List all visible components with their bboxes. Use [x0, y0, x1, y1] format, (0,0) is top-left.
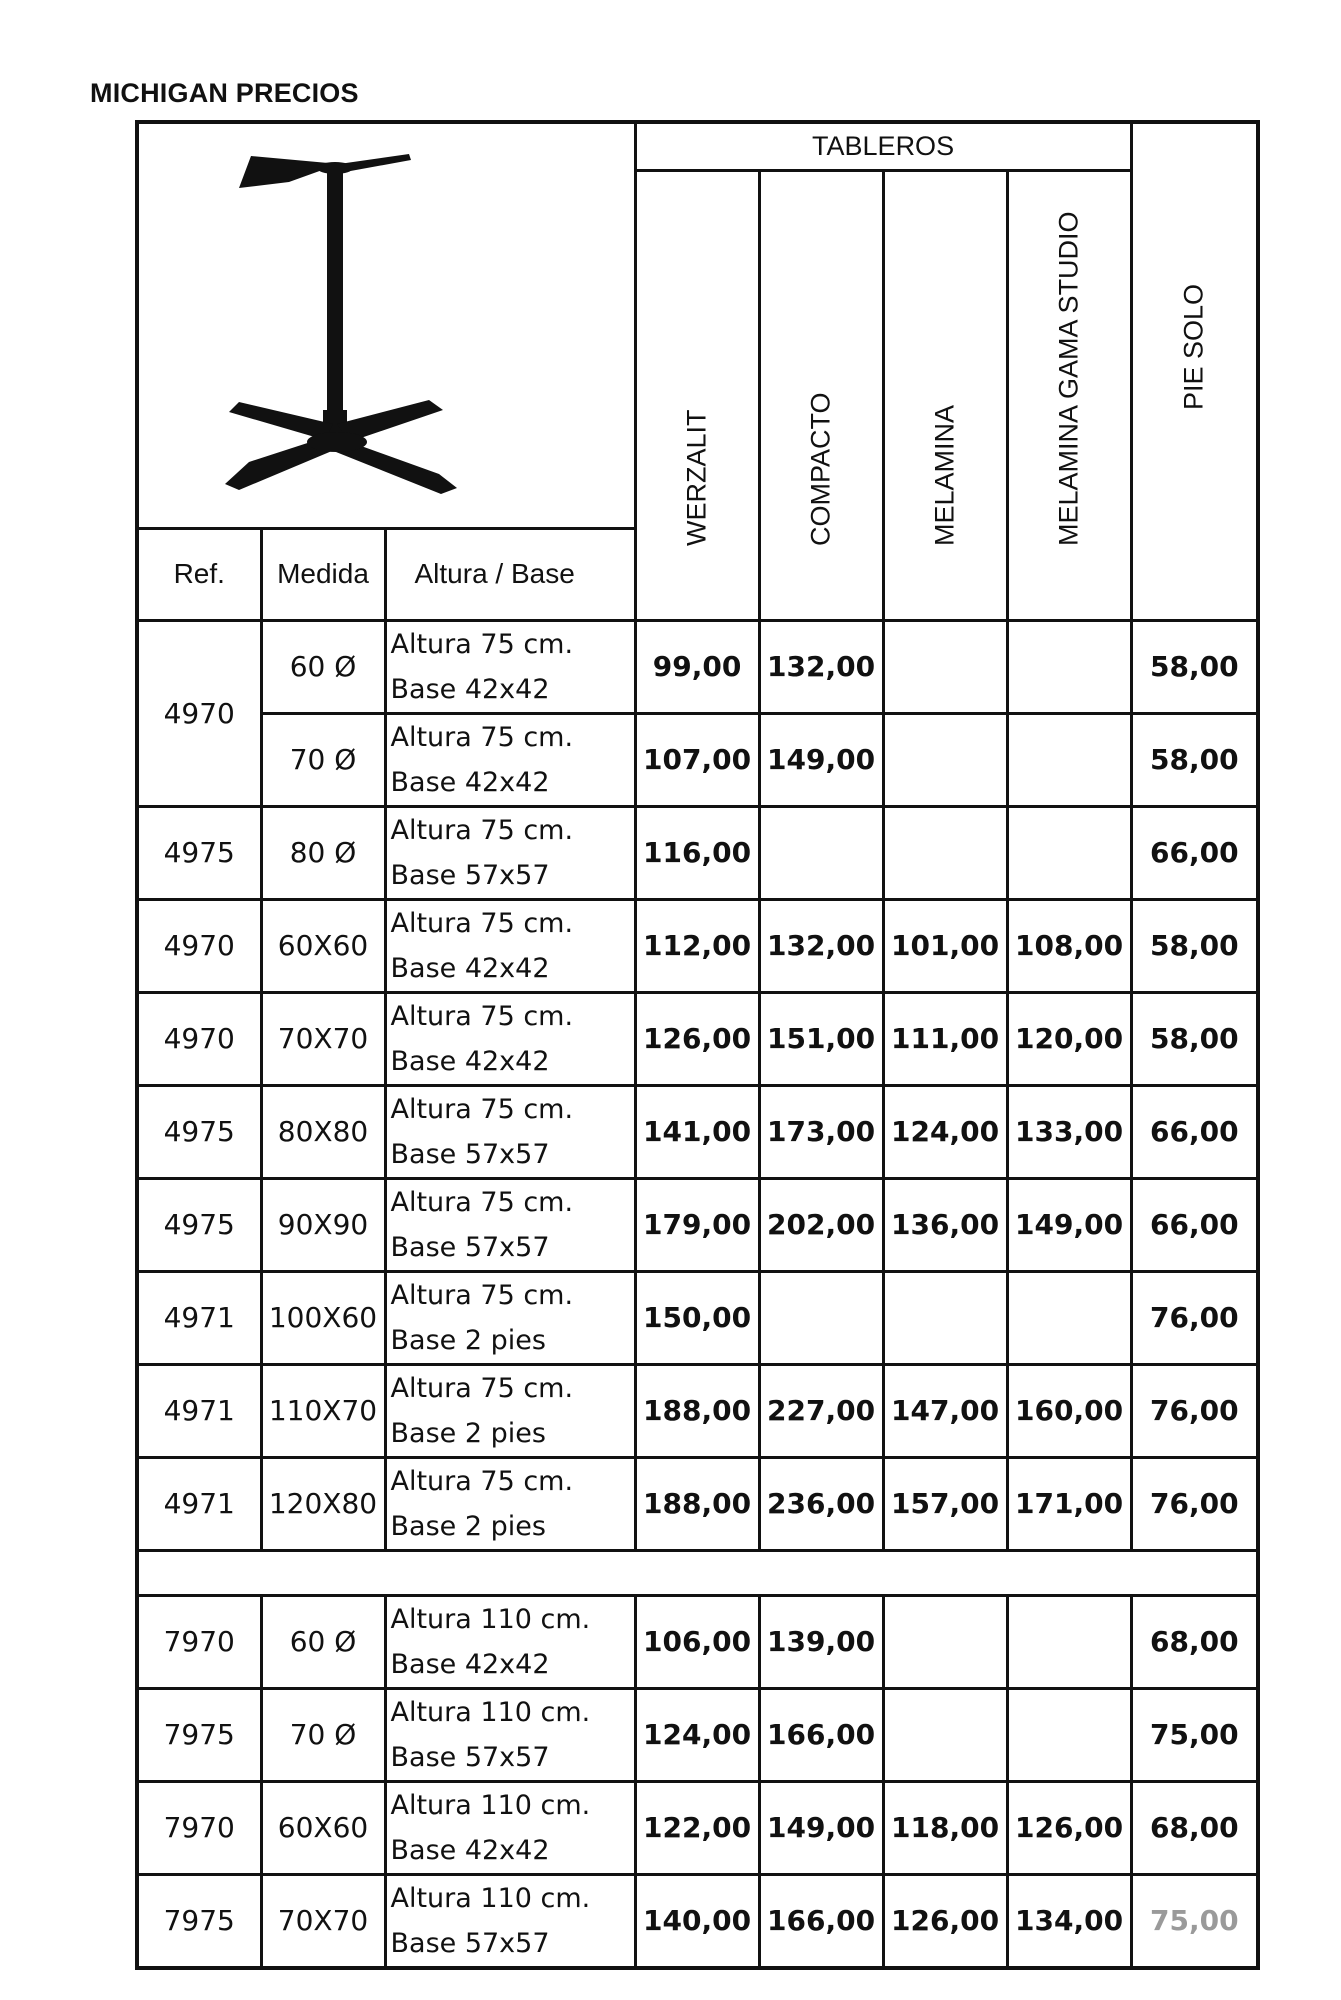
medida-cell: 70X70	[261, 992, 385, 1085]
altura-base-cell	[385, 1595, 635, 1688]
price-pie-solo: 66,00	[1131, 1178, 1258, 1271]
price-compacto: 151,00	[759, 992, 883, 1085]
price-pie-solo: 66,00	[1131, 1085, 1258, 1178]
table-row	[137, 713, 1258, 806]
medida-cell: 60X60	[261, 1781, 385, 1874]
price-compacto: 166,00	[759, 1874, 883, 1968]
table-base-icon	[139, 124, 635, 528]
price-compacto: 236,00	[759, 1457, 883, 1550]
ref-cell: 7975	[137, 1874, 261, 1968]
price-studio	[1007, 806, 1131, 899]
base-text: Base 2 pies	[390, 1510, 546, 1542]
col-header-medida: Medida	[261, 528, 385, 620]
price-melamina: 126,00	[883, 1874, 1007, 1968]
altura-text: Altura 75 cm.	[390, 628, 574, 660]
table-row	[137, 1595, 1258, 1688]
base-text: Base 42x42	[390, 1834, 550, 1866]
ref-cell: 4971	[137, 1271, 261, 1364]
group2-rows	[137, 1595, 1258, 1968]
medida-cell: 120X80	[261, 1457, 385, 1550]
table-row	[137, 1688, 1258, 1781]
base-text: Base 42x42	[390, 1045, 550, 1077]
altura-text: Altura 75 cm.	[390, 1372, 574, 1404]
base-text: Base 57x57	[390, 1231, 550, 1263]
ref-cell: 4970	[137, 899, 261, 992]
ref-cell: 7975	[137, 1688, 261, 1781]
price-pie-solo: 76,00	[1131, 1457, 1258, 1550]
product-image-cell	[137, 122, 635, 528]
col-header-melamina: MELAMINA	[883, 170, 1007, 620]
price-studio	[1007, 620, 1131, 713]
base-text: Base 57x57	[390, 1138, 550, 1170]
price-pie-solo: 66,00	[1131, 806, 1258, 899]
price-compacto: 149,00	[759, 713, 883, 806]
altura-text: Altura 75 cm.	[390, 1186, 574, 1218]
medida-cell: 80 Ø	[261, 806, 385, 899]
table-row	[137, 1271, 1258, 1364]
price-compacto: 132,00	[759, 899, 883, 992]
altura-text: Altura 110 cm.	[390, 1696, 591, 1728]
altura-base-cell	[385, 1457, 635, 1550]
price-compacto: 173,00	[759, 1085, 883, 1178]
price-studio	[1007, 1688, 1131, 1781]
price-compacto: 149,00	[759, 1781, 883, 1874]
price-werzalit: 179,00	[635, 1178, 759, 1271]
altura-base-cell	[385, 1781, 635, 1874]
price-studio	[1007, 713, 1131, 806]
altura-base-cell	[385, 713, 635, 806]
table-row	[137, 1874, 1258, 1968]
price-pie-solo: 75,00	[1131, 1688, 1258, 1781]
table-row	[137, 1364, 1258, 1457]
medida-cell: 70 Ø	[261, 1688, 385, 1781]
altura-base-cell	[385, 899, 635, 992]
table-row	[137, 992, 1258, 1085]
price-werzalit: 188,00	[635, 1457, 759, 1550]
price-melamina: 124,00	[883, 1085, 1007, 1178]
table-row	[137, 1178, 1258, 1271]
price-studio: 133,00	[1007, 1085, 1131, 1178]
price-pie-solo: 75,00	[1131, 1874, 1258, 1968]
col-header-ref: Ref.	[137, 528, 261, 620]
ref-cell: 4971	[137, 1364, 261, 1457]
ref-cell: 4975	[137, 806, 261, 899]
price-compacto: 227,00	[759, 1364, 883, 1457]
table-row	[137, 806, 1258, 899]
price-melamina	[883, 806, 1007, 899]
base-text: Base 57x57	[390, 1741, 550, 1773]
price-compacto: 202,00	[759, 1178, 883, 1271]
price-studio: 149,00	[1007, 1178, 1131, 1271]
table-row	[137, 620, 1258, 713]
altura-base-cell	[385, 806, 635, 899]
price-pie-solo: 58,00	[1131, 620, 1258, 713]
altura-text: Altura 75 cm.	[390, 1000, 574, 1032]
ref-cell: 4975	[137, 1178, 261, 1271]
ref-cell: 4975	[137, 1085, 261, 1178]
price-werzalit: 126,00	[635, 992, 759, 1085]
group1-rows	[137, 620, 1258, 1550]
price-werzalit: 116,00	[635, 806, 759, 899]
price-melamina	[883, 1688, 1007, 1781]
group-separator	[137, 1550, 1258, 1595]
altura-base-cell	[385, 620, 635, 713]
ref-cell: 7970	[137, 1595, 261, 1688]
price-studio	[1007, 1271, 1131, 1364]
table-row	[137, 1085, 1258, 1178]
price-werzalit: 106,00	[635, 1595, 759, 1688]
base-text: Base 2 pies	[390, 1417, 546, 1449]
altura-text: Altura 110 cm.	[390, 1882, 591, 1914]
price-werzalit: 122,00	[635, 1781, 759, 1874]
price-compacto: 166,00	[759, 1688, 883, 1781]
price-pie-solo: 76,00	[1131, 1271, 1258, 1364]
medida-cell: 90X90	[261, 1178, 385, 1271]
tableros-header: TABLEROS	[635, 122, 1131, 170]
price-studio: 126,00	[1007, 1781, 1131, 1874]
price-pie-solo: 58,00	[1131, 992, 1258, 1085]
price-melamina	[883, 1595, 1007, 1688]
altura-text: Altura 75 cm.	[390, 1465, 574, 1497]
price-werzalit: 124,00	[635, 1688, 759, 1781]
altura-base-cell	[385, 1688, 635, 1781]
price-pie-solo: 58,00	[1131, 713, 1258, 806]
altura-text: Altura 75 cm.	[390, 814, 574, 846]
price-melamina	[883, 1271, 1007, 1364]
ref-cell: 7970	[137, 1781, 261, 1874]
altura-base-cell	[385, 992, 635, 1085]
medida-cell: 60X60	[261, 899, 385, 992]
price-werzalit: 140,00	[635, 1874, 759, 1968]
altura-text: Altura 75 cm.	[390, 1093, 574, 1125]
price-werzalit: 107,00	[635, 713, 759, 806]
base-text: Base 57x57	[390, 859, 550, 891]
price-compacto: 139,00	[759, 1595, 883, 1688]
price-werzalit: 141,00	[635, 1085, 759, 1178]
base-text: Base 42x42	[390, 952, 550, 984]
base-text: Base 2 pies	[390, 1324, 546, 1356]
col-header-altura-base: Altura / Base	[385, 528, 635, 620]
medida-cell: 70X70	[261, 1874, 385, 1968]
price-melamina: 118,00	[883, 1781, 1007, 1874]
price-pie-solo: 76,00	[1131, 1364, 1258, 1457]
price-compacto	[759, 806, 883, 899]
price-studio: 171,00	[1007, 1457, 1131, 1550]
medida-cell: 100X60	[261, 1271, 385, 1364]
base-text: Base 42x42	[390, 766, 550, 798]
altura-base-cell	[385, 1874, 635, 1968]
table-row	[137, 1457, 1258, 1550]
page-title: MICHIGAN PRECIOS	[90, 78, 359, 108]
medida-cell: 70 Ø	[261, 713, 385, 806]
altura-base-cell	[385, 1178, 635, 1271]
price-werzalit: 150,00	[635, 1271, 759, 1364]
price-melamina: 147,00	[883, 1364, 1007, 1457]
ref-cell: 4970	[137, 620, 261, 806]
price-pie-solo: 68,00	[1131, 1595, 1258, 1688]
price-table	[135, 120, 1260, 1970]
altura-text: Altura 75 cm.	[390, 721, 574, 753]
price-werzalit: 112,00	[635, 899, 759, 992]
altura-base-cell	[385, 1364, 635, 1457]
price-compacto	[759, 1271, 883, 1364]
price-studio: 160,00	[1007, 1364, 1131, 1457]
medida-cell: 80X80	[261, 1085, 385, 1178]
price-melamina: 111,00	[883, 992, 1007, 1085]
price-melamina	[883, 620, 1007, 713]
medida-cell: 60 Ø	[261, 1595, 385, 1688]
col-header-compacto: COMPACTO	[759, 170, 883, 620]
altura-base-cell	[385, 1085, 635, 1178]
ref-cell: 4971	[137, 1457, 261, 1550]
price-melamina: 157,00	[883, 1457, 1007, 1550]
altura-text: Altura 110 cm.	[390, 1789, 591, 1821]
price-studio: 134,00	[1007, 1874, 1131, 1968]
table-row	[137, 1781, 1258, 1874]
col-header-pie-solo: PIE SOLO	[1131, 122, 1258, 620]
altura-text: Altura 110 cm.	[390, 1603, 591, 1635]
ref-cell: 4970	[137, 992, 261, 1085]
medida-cell: 60 Ø	[261, 620, 385, 713]
price-studio	[1007, 1595, 1131, 1688]
altura-text: Altura 75 cm.	[390, 907, 574, 939]
base-text: Base 42x42	[390, 673, 550, 705]
price-werzalit: 188,00	[635, 1364, 759, 1457]
base-text: Base 57x57	[390, 1927, 550, 1959]
altura-text: Altura 75 cm.	[390, 1279, 574, 1311]
price-werzalit: 99,00	[635, 620, 759, 713]
price-pie-solo: 68,00	[1131, 1781, 1258, 1874]
price-melamina: 136,00	[883, 1178, 1007, 1271]
table-row	[137, 899, 1258, 992]
price-compacto: 132,00	[759, 620, 883, 713]
price-melamina: 101,00	[883, 899, 1007, 992]
price-studio: 120,00	[1007, 992, 1131, 1085]
price-studio: 108,00	[1007, 899, 1131, 992]
col-header-melamina-gama-studio: MELAMINA GAMA STUDIO	[1007, 170, 1131, 620]
price-melamina	[883, 713, 1007, 806]
base-text: Base 42x42	[390, 1648, 550, 1680]
medida-cell: 110X70	[261, 1364, 385, 1457]
col-header-werzalit: WERZALIT	[635, 170, 759, 620]
altura-base-cell	[385, 1271, 635, 1364]
price-pie-solo: 58,00	[1131, 899, 1258, 992]
